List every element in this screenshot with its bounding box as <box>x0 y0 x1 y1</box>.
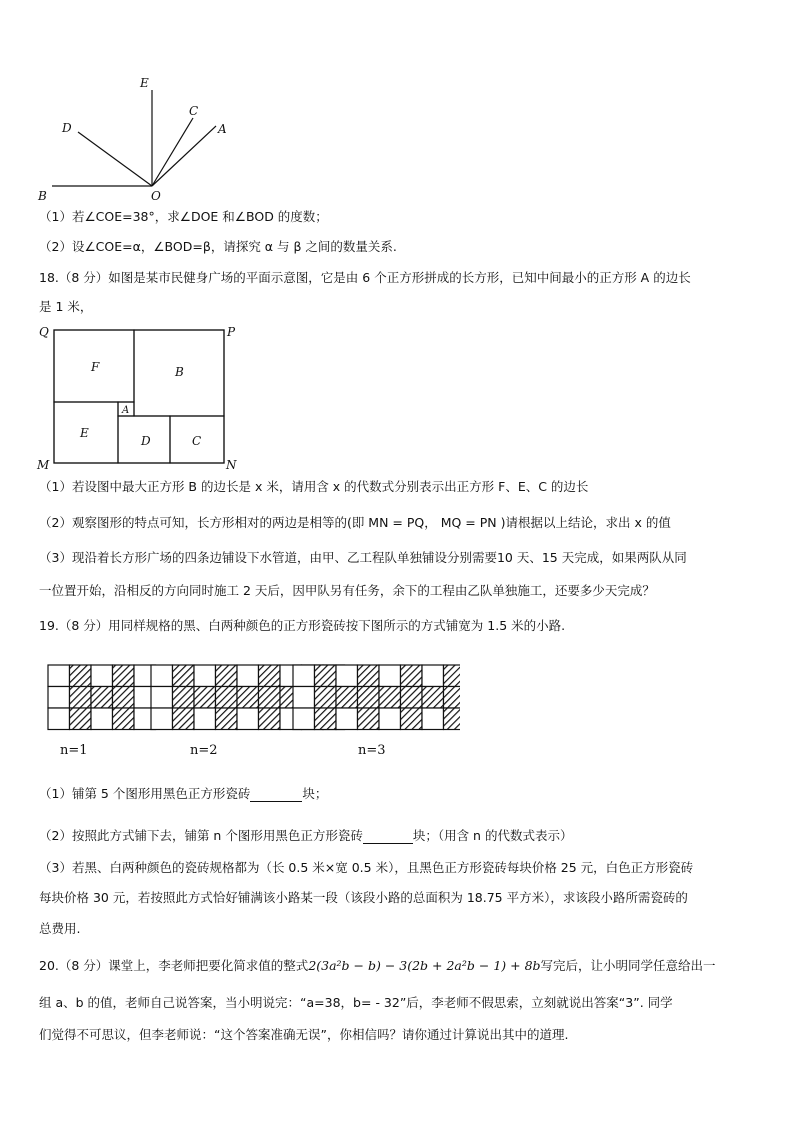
label-n: N <box>226 458 237 472</box>
caption-n2: n=2 <box>190 743 218 758</box>
label-b: B <box>38 189 47 203</box>
rectangle-figure <box>36 322 246 472</box>
white-tile <box>293 687 315 709</box>
black-tile <box>358 687 380 709</box>
caption-n3: n=3 <box>358 743 386 758</box>
black-tile <box>173 708 195 730</box>
black-tile <box>237 687 259 709</box>
black-tile <box>259 708 281 730</box>
white-tile <box>91 708 113 730</box>
q18-part1: （1）若设图中最大正方形 B 的边长是 x 米，请用含 x 的代数式分别表示出正方形 F、E、C 的边长 <box>39 479 589 494</box>
black-tile <box>216 687 238 709</box>
q17-part2: （2）设∠COE=α，∠BOD=β，请探究 α 与 β 之间的数量关系. <box>39 239 397 254</box>
ray-oc <box>152 118 193 186</box>
white-tile <box>194 708 216 730</box>
q19-part3-line2: 每块价格 30 元，若按照此方式恰好铺满该小路某一段（该段小路的总面积为 18.75 平方米），求该段小路所需瓷砖的 <box>39 890 688 905</box>
white-tile <box>379 708 401 730</box>
label-a: A <box>122 405 130 416</box>
label-d: D <box>141 434 151 448</box>
black-tile <box>259 665 281 687</box>
white-tile <box>237 708 259 730</box>
q20-line2: 组 a、b 的值，老师自己说答案，当小明说完：“a=38，b= - 32”后，李老师不假思索，立刻就说出答案“3”. 同学 <box>39 995 673 1010</box>
ray-oa <box>152 126 216 186</box>
white-tile <box>336 665 358 687</box>
q18-heading: 18.（8 分）如图是某市民健身广场的平面示意图，它是由 6 个正方形拼成的长方形，已知中间最小的正方形 A 的边长 <box>39 270 691 285</box>
black-tile <box>379 687 401 709</box>
white-tile <box>151 687 173 709</box>
label-a: A <box>218 122 227 136</box>
black-tile <box>422 687 444 709</box>
tile-figure-n3 <box>293 665 460 730</box>
q19-part2: （2）按照此方式铺下去，铺第 n 个图形用黑色正方形瓷砖 块；（用含 n 的代数式表示） <box>39 828 573 843</box>
label-m: M <box>37 458 50 472</box>
white-tile <box>422 665 444 687</box>
black-tile <box>315 708 337 730</box>
q18-part3-line1: （3）现沿着长方形广场的四条边铺设下水管道，由甲、乙工程队单独铺设分别需要10 天、15 天完成，如果两队从同 <box>39 550 687 565</box>
black-tile <box>113 708 135 730</box>
black-tile <box>444 687 461 709</box>
black-tile <box>401 687 423 709</box>
black-tile <box>91 687 113 709</box>
label-f: F <box>91 360 100 374</box>
q18-part2: （2）观察图形的特点可知，长方形相对的两边是相等的(即 MN = PQ， MQ = PN )请根据以上结论，求出 x 的值 <box>39 515 671 530</box>
black-tile <box>113 665 135 687</box>
black-tile <box>444 665 461 687</box>
label-q: Q <box>39 325 49 339</box>
black-tile <box>336 687 358 709</box>
white-tile <box>379 665 401 687</box>
black-tile <box>70 665 92 687</box>
black-tile <box>358 708 380 730</box>
black-tile <box>70 708 92 730</box>
black-tile <box>194 687 216 709</box>
white-tile <box>91 665 113 687</box>
label-d: D <box>62 121 72 135</box>
white-tile <box>48 687 70 709</box>
black-tile <box>113 687 135 709</box>
black-tile <box>259 687 281 709</box>
q20-expression: 2(3a²b − b) − 3(2b + 2a²b − 1) + 8b <box>308 958 541 973</box>
white-tile <box>293 708 315 730</box>
label-e: E <box>140 76 149 90</box>
white-tile <box>48 665 70 687</box>
label-c: C <box>189 104 199 118</box>
label-e: E <box>80 426 89 440</box>
ray-od <box>78 132 152 186</box>
white-tile <box>151 708 173 730</box>
tile-figures <box>40 655 460 765</box>
white-tile <box>237 665 259 687</box>
q19-heading: 19.（8 分）用同样规格的黑、白两种颜色的正方形瓷砖按下图所示的方式铺宽为 1.5 米的小路. <box>39 618 566 633</box>
white-tile <box>48 708 70 730</box>
label-c: C <box>192 434 202 448</box>
black-tile <box>216 665 238 687</box>
q20-line3: 们觉得不可思议，但李老师说：“这个答案准确无误”，你相信吗？请你通过计算说出其中的道理. <box>39 1027 569 1042</box>
black-tile <box>401 708 423 730</box>
q18-part3-line2: 一位置开始，沿相反的方向同时施工 2 天后，因甲队另有任务，余下的工程由乙队单独施工，还要多少天完成？ <box>39 583 655 598</box>
black-tile <box>315 665 337 687</box>
white-tile <box>336 708 358 730</box>
label-o: O <box>151 189 161 203</box>
q19-part3-line1: （3）若黑、白两种颜色的瓷砖规格都为（长 0.5 米×宽 0.5 米），且黑色正方形瓷砖每块价格 25 元，白色正方形瓷砖 <box>39 860 694 875</box>
black-tile <box>173 687 195 709</box>
answer-blank-1[interactable] <box>250 789 302 802</box>
white-tile <box>293 665 315 687</box>
angle-figure <box>30 72 240 204</box>
tile-figure-n1 <box>48 665 156 730</box>
q17-part1: （1）若∠COE=38°，求∠DOE 和∠BOD 的度数； <box>39 209 328 224</box>
q20-line1: 20.（8 分）课堂上，李老师把要化简求值的整式2(3a²b − b) − 3(2b + 2a²b − 1) + 8b写完后，让小明同学任意给出一 <box>39 958 716 973</box>
white-tile <box>422 708 444 730</box>
black-tile <box>444 708 461 730</box>
black-tile <box>358 665 380 687</box>
white-tile <box>151 665 173 687</box>
q18-heading-cont: 是 1 米， <box>39 299 93 314</box>
black-tile <box>401 665 423 687</box>
black-tile <box>70 687 92 709</box>
q19-part3-line3: 总费用. <box>39 921 81 936</box>
label-p: P <box>227 325 236 339</box>
white-tile <box>194 665 216 687</box>
black-tile <box>173 665 195 687</box>
q19-part1: （1）铺第 5 个图形用黑色正方形瓷砖 块； <box>39 786 328 801</box>
label-b: B <box>175 365 184 379</box>
answer-blank-2[interactable] <box>363 831 413 844</box>
black-tile <box>216 708 238 730</box>
caption-n1: n=1 <box>60 743 88 758</box>
black-tile <box>315 687 337 709</box>
